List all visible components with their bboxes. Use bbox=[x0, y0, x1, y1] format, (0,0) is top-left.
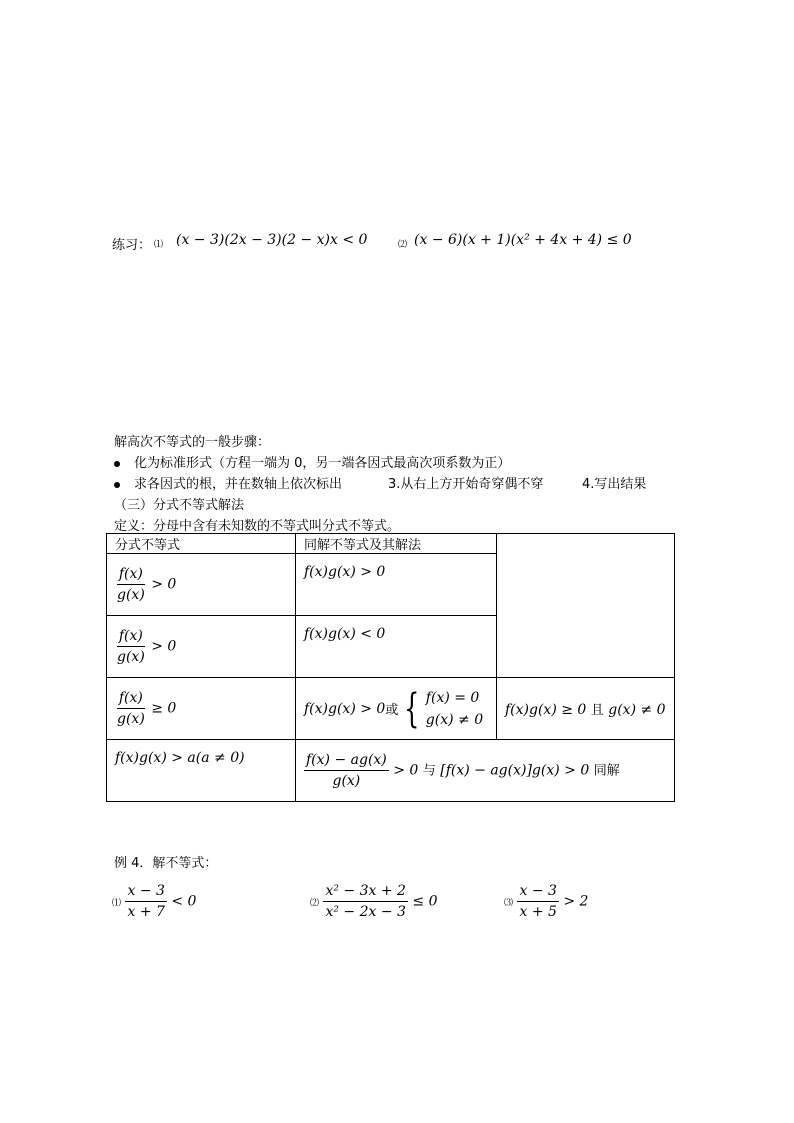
fractional-inequality-table bbox=[106, 533, 675, 802]
row4-lhs: f(x)g(x) > a(a ≠ 0) bbox=[107, 740, 296, 802]
row4-same: 同解 bbox=[593, 763, 620, 779]
example-2-numerator: x² − 3x + 2 bbox=[323, 882, 407, 902]
row2-fraction bbox=[107, 616, 296, 678]
row3-case-1: f(x) = 0 bbox=[425, 689, 480, 706]
example-1-numerator: x − 3 bbox=[125, 882, 166, 902]
row4-numerator: f(x) − ag(x) bbox=[304, 751, 389, 771]
row2-denominator: g(x) bbox=[117, 649, 145, 665]
example-title: 例 4．解不等式： bbox=[114, 856, 218, 871]
row2-equivalent: f(x)g(x) < 0 bbox=[296, 616, 497, 678]
bullet-icon bbox=[114, 482, 120, 488]
practice-2-expression: (x − 6)(x + 1)(x² + 4x + 4) ≤ 0 bbox=[414, 232, 632, 248]
step-2-text: 求各因式的根，并在数轴上依次标出 bbox=[134, 477, 343, 492]
example-2-relation: ≤ 0 bbox=[412, 893, 438, 910]
steps-heading: 解高次不等式的一般步骤： bbox=[114, 435, 271, 450]
example-1-tag: ⑴ bbox=[112, 898, 122, 909]
row3-denominator: g(x) bbox=[117, 711, 145, 727]
row3-equiv-pre: f(x)g(x) > 0 bbox=[304, 700, 386, 717]
row3-and: 且 bbox=[590, 703, 604, 718]
practice-1-tag: ⑴ bbox=[154, 240, 164, 250]
example-3-relation: > 2 bbox=[563, 893, 589, 910]
example-2-tag: ⑵ bbox=[310, 898, 320, 909]
step-3-text: 3.从右上方开始奇穿偶不穿 bbox=[388, 477, 544, 492]
step-2 bbox=[114, 473, 342, 492]
row2-relation: > 0 bbox=[151, 638, 177, 655]
row3-fraction bbox=[107, 678, 296, 740]
practice-2-tag: ⑵ bbox=[398, 240, 408, 250]
example-3-tag: ⑶ bbox=[504, 898, 514, 909]
row4-bracket: [f(x) − ag(x)]g(x) > 0 bbox=[440, 762, 590, 779]
example-1-denominator: x + 7 bbox=[127, 904, 165, 920]
example-3-denominator: x + 5 bbox=[519, 904, 557, 920]
row3-extra-pre: f(x)g(x) ≥ 0 bbox=[505, 702, 587, 718]
header-col-2: 同解不等式及其解法 bbox=[296, 534, 497, 554]
row3-extra bbox=[497, 678, 675, 740]
step-1 bbox=[114, 452, 510, 471]
example-1 bbox=[112, 882, 196, 921]
blank-cell bbox=[497, 534, 675, 678]
row3-equivalent bbox=[296, 678, 497, 740]
example-2 bbox=[310, 882, 438, 921]
example-1-relation: < 0 bbox=[171, 893, 197, 910]
row4-equivalent bbox=[296, 740, 675, 802]
row3-extra-post: g(x) ≠ 0 bbox=[608, 702, 666, 718]
left-brace-icon: { bbox=[404, 685, 420, 732]
example-3-numerator: x − 3 bbox=[517, 882, 558, 902]
row4-denominator: g(x) bbox=[332, 773, 361, 789]
definition-text: 定义：分母中含有未知数的不等式叫分式不等式。 bbox=[114, 519, 401, 534]
example-2-denominator: x² − 2x − 3 bbox=[325, 904, 406, 920]
row1-fraction bbox=[107, 554, 296, 616]
row4-relation: > 0 bbox=[393, 762, 419, 779]
table-row bbox=[107, 678, 675, 740]
row1-denominator: g(x) bbox=[117, 587, 145, 603]
header-col-1: 分式不等式 bbox=[107, 534, 296, 554]
row1-numerator: f(x) bbox=[117, 565, 145, 585]
bullet-icon bbox=[114, 461, 120, 467]
table-row bbox=[107, 740, 675, 802]
step-1-text: 化为标准形式（方程一端为 0，另一端各因式最高次项系数为正） bbox=[134, 456, 511, 471]
step-4-text: 4.写出结果 bbox=[582, 477, 647, 492]
row3-relation: ≥ 0 bbox=[151, 700, 177, 717]
row1-relation: > 0 bbox=[151, 576, 177, 593]
table-header-row bbox=[107, 534, 675, 554]
row2-numerator: f(x) bbox=[117, 627, 145, 647]
row4-with: 与 bbox=[422, 763, 436, 779]
row3-or: 或 bbox=[385, 703, 399, 718]
row3-numerator: f(x) bbox=[117, 689, 145, 709]
practice-label: 练习： bbox=[112, 238, 152, 253]
row1-equivalent: f(x)g(x) > 0 bbox=[296, 554, 497, 616]
section-title: （三）分式不等式解法 bbox=[114, 498, 245, 513]
example-3 bbox=[504, 882, 588, 921]
row3-case-2: g(x) ≠ 0 bbox=[425, 711, 484, 728]
practice-1-expression: (x − 3)(2x − 3)(2 − x)x < 0 bbox=[176, 232, 368, 248]
